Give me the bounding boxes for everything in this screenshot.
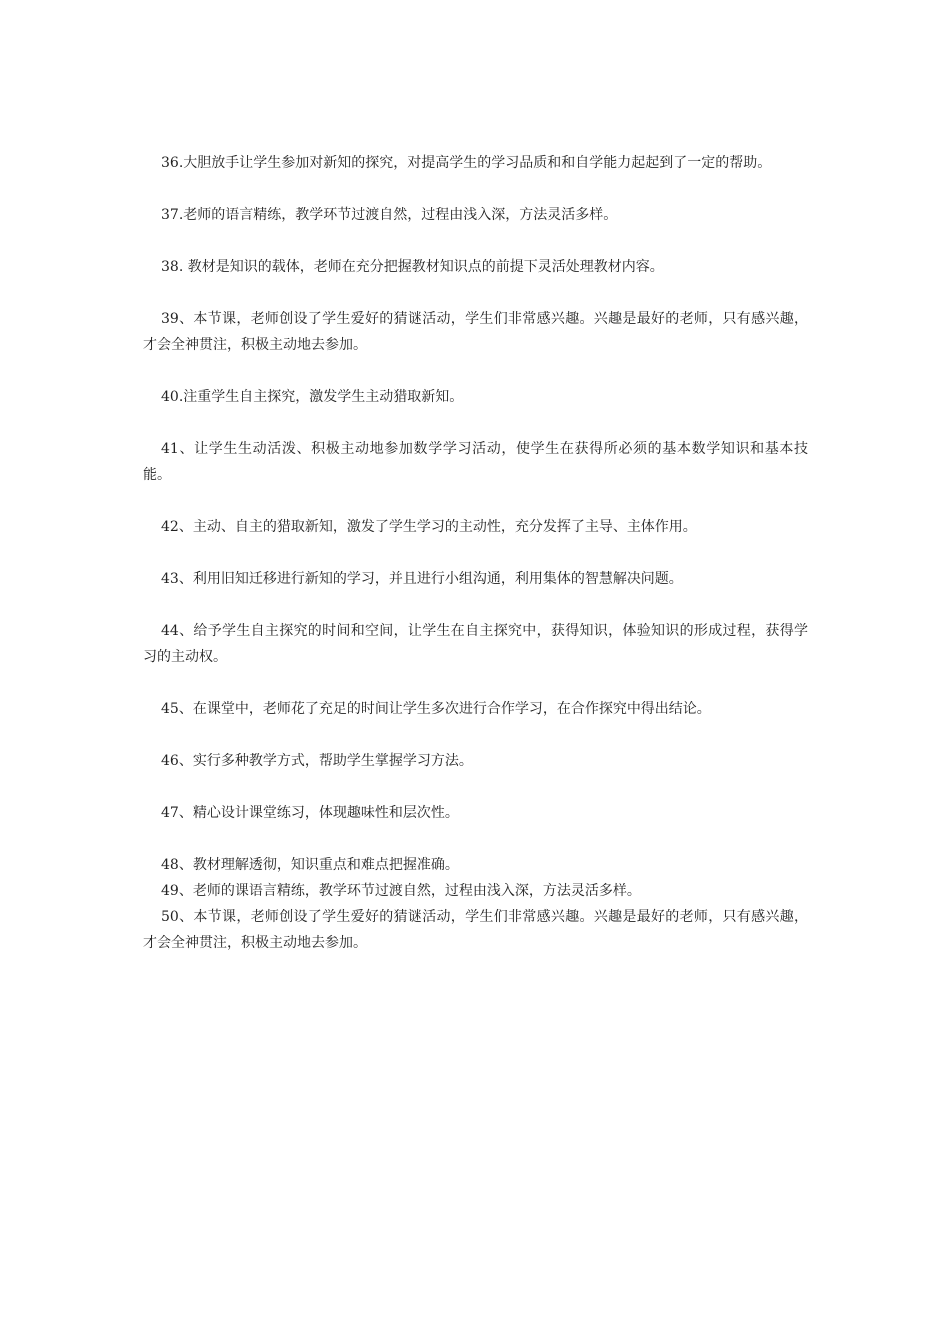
comment-item-40: 40.注重学生自主探究，激发学生主动猎取新知。 <box>161 389 464 405</box>
comment-item-50: 50、本节课，老师创设了学生爱好的猜谜活动，学生们非常感兴趣。兴趣是最好的老师，只有感兴趣，才会全神贯注，积极主动地去参加。 <box>143 909 808 951</box>
comment-item-46: 46、实行多种教学方式，帮助学生掌握学习方法。 <box>161 753 473 769</box>
comment-item-39: 39、本节课，老师创设了学生爱好的猜谜活动，学生们非常感兴趣。兴趣是最好的老师，只有感兴趣，才会全神贯注，积极主动地去参加。 <box>143 311 808 353</box>
comment-item-41: 41、让学生生动活泼、积极主动地参加数学学习活动，使学生在获得所必须的基本数学知识和基本技能。 <box>143 441 808 483</box>
comment-item-47: 47、精心设计课堂练习，体现趣味性和层次性。 <box>161 805 459 821</box>
comment-item-43: 43、利用旧知迁移进行新知的学习，并且进行小组沟通，利用集体的智慧解决问题。 <box>161 571 683 587</box>
comment-item-36: 36.大胆放手让学生参加对新知的探究，对提高学生的学习品质和和自学能力起起到了一定的帮助。 <box>161 155 772 171</box>
comment-item-48: 48、教材理解透彻，知识重点和难点把握准确。 <box>161 857 459 873</box>
document-body <box>143 150 808 956</box>
comment-item-44: 44、给予学生自主探究的时间和空间，让学生在自主探究中，获得知识，体验知识的形成过程，获得学习的主动权。 <box>143 623 808 665</box>
comment-item-49: 49、老师的课语言精练，教学环节过渡自然，过程由浅入深，方法灵活多样。 <box>161 883 641 899</box>
comment-item-42: 42、主动、自主的猎取新知，激发了学生学习的主动性，充分发挥了主导、主体作用。 <box>161 519 697 535</box>
comment-item-37: 37.老师的语言精练，教学环节过渡自然，过程由浅入深，方法灵活多样。 <box>161 207 618 223</box>
comment-item-45: 45、在课堂中，老师花了充足的时间让学生多次进行合作学习，在合作探究中得出结论。 <box>161 701 711 717</box>
comment-item-38: 38. 教材是知识的载体，老师在充分把握教材知识点的前提下灵活处理教材内容。 <box>161 259 664 275</box>
